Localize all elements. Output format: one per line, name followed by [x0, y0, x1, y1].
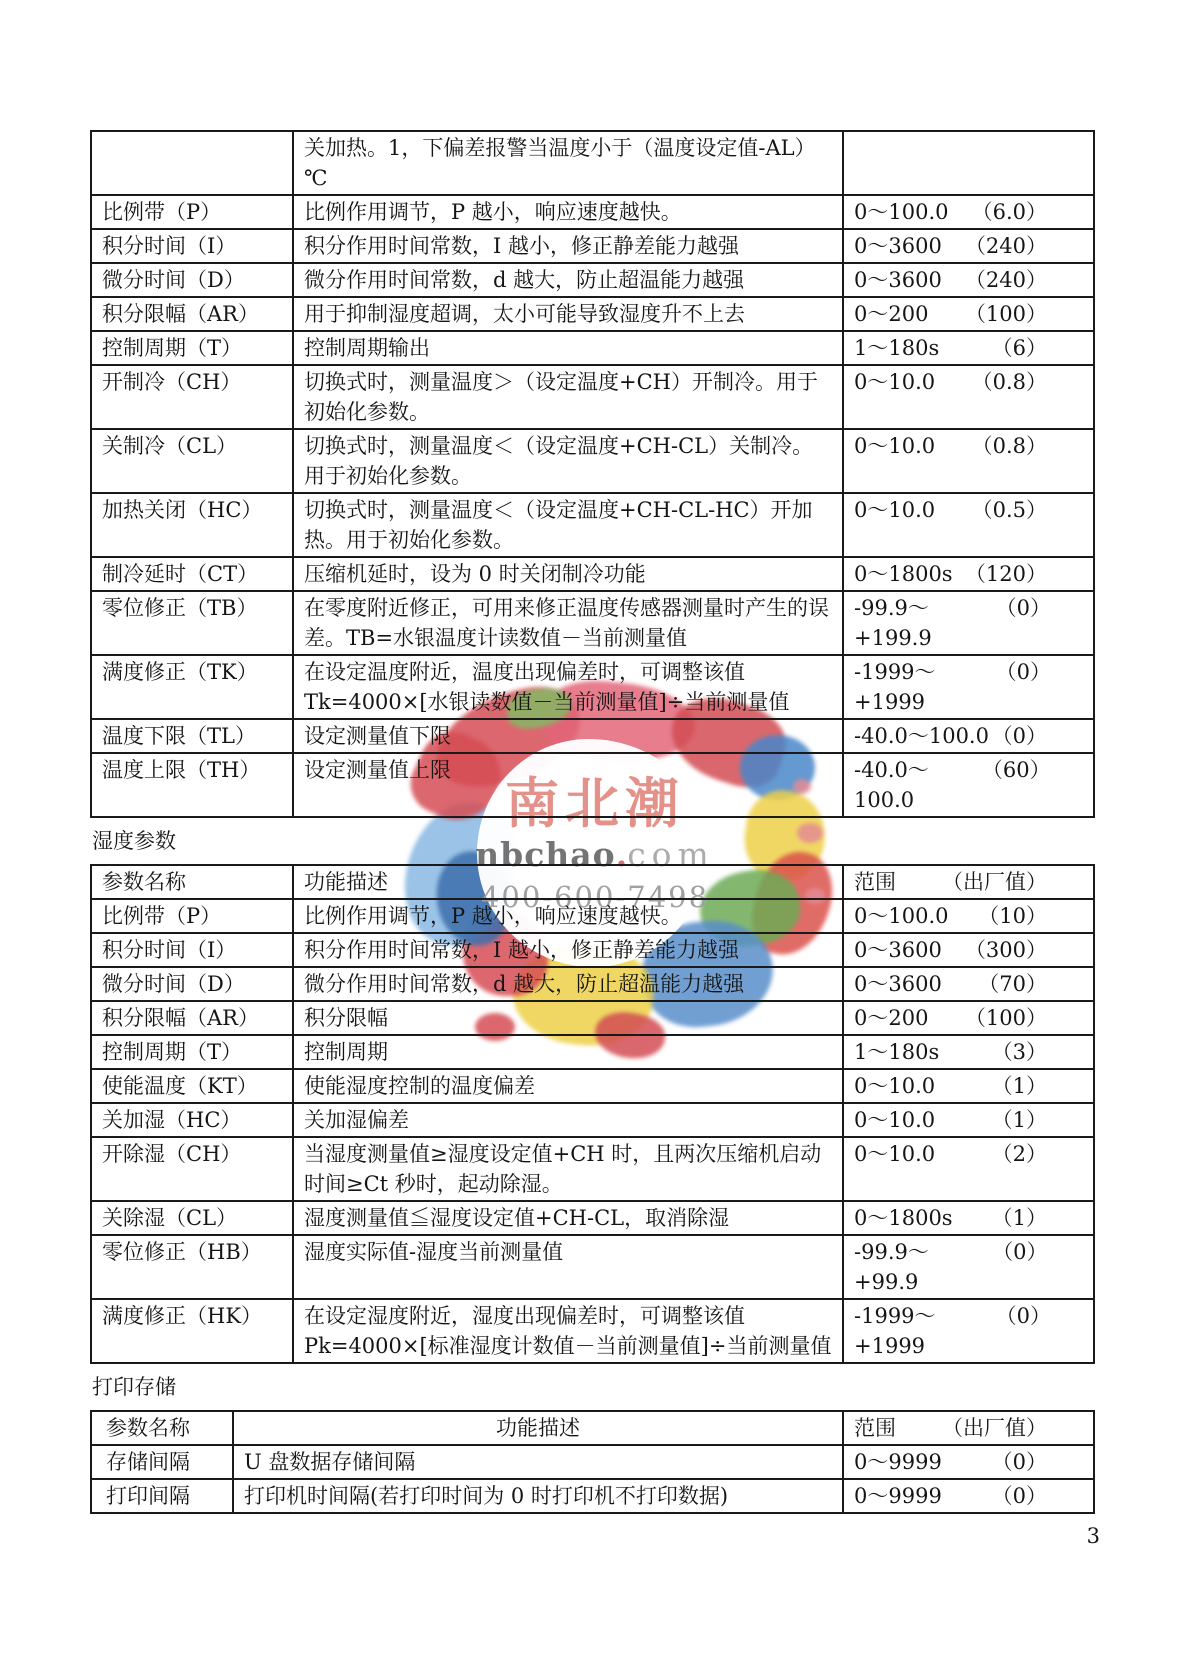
param-desc-cell: 在零度附近修正，可用来修正温度传感器测量时产生的误差。TB=水银温度计读数值－当前测量值	[293, 591, 843, 655]
param-desc-cell: 积分作用时间常数，I 越小，修正静差能力越强	[293, 229, 843, 263]
range-value: 0～3600	[854, 268, 942, 292]
param-range-cell	[843, 967, 1094, 1001]
param-desc-cell: 切换式时，测量温度＞（设定温度+CH）开制冷。用于初始化参数。	[293, 365, 843, 429]
param-desc-cell: 打印机时间隔(若打印时间为 0 时打印机不打印数据)	[233, 1479, 843, 1513]
table-row	[91, 753, 1094, 817]
param-range-cell	[843, 131, 1094, 195]
param-desc-cell: 关加热。1，下偏差报警当温度小于（温度设定值-AL）℃	[293, 131, 843, 195]
table-row	[91, 1445, 1094, 1479]
param-name-cell	[91, 131, 293, 195]
param-name-cell: 积分限幅（AR）	[91, 297, 293, 331]
factory-value: （6）	[991, 336, 1047, 360]
table-row	[91, 131, 1094, 195]
factory-value: （0.8）	[971, 434, 1047, 458]
param-name-cell: 关加湿（HC）	[91, 1103, 293, 1137]
table-row	[91, 493, 1094, 557]
watermark-domain-prefix: nbchao	[475, 835, 616, 874]
param-name-cell: 制冷延时（CT）	[91, 557, 293, 591]
header-param-name: 参数名称	[91, 1411, 233, 1445]
factory-value: （120）	[964, 562, 1047, 586]
param-desc-cell: 湿度测量值≦湿度设定值+CH-CL，取消除湿	[293, 1201, 843, 1235]
factory-value: （0.5）	[971, 498, 1047, 522]
watermark-domain-suffix: com	[627, 835, 715, 874]
watermark-brand-text: 南北潮	[505, 771, 685, 835]
header-range	[843, 1411, 1094, 1445]
range-value: 0～100.0	[854, 904, 949, 928]
factory-value: （60）	[981, 758, 1051, 782]
range-value: 0～100.0	[854, 200, 949, 224]
param-desc-cell: 切换式时，测量温度＜（设定温度+CH-CL-HC）开加热。用于初始化参数。	[293, 493, 843, 557]
param-desc-cell: 设定测量值上限	[293, 753, 843, 817]
table-row	[91, 1235, 1094, 1299]
param-desc-cell: 切换式时，测量温度＜（设定温度+CH-CL）关制冷。用于初始化参数。	[293, 429, 843, 493]
factory-value: （0）	[991, 1484, 1047, 1508]
factory-value: （0）	[991, 1450, 1047, 1474]
param-range-cell	[843, 1035, 1094, 1069]
param-range-cell	[843, 195, 1094, 229]
range-value: -99.9～+99.9	[854, 1240, 929, 1294]
table-row	[91, 557, 1094, 591]
factory-value: （1）	[991, 1108, 1047, 1132]
header-factory-label: （出厂值）	[942, 1416, 1047, 1440]
param-range-cell	[843, 493, 1094, 557]
param-range-cell	[843, 557, 1094, 591]
range-value: -99.9～+199.9	[854, 596, 932, 650]
param-range-cell	[843, 429, 1094, 493]
param-name-cell: 积分限幅（AR）	[91, 1001, 293, 1035]
factory-value: （240）	[964, 268, 1047, 292]
table-row	[91, 899, 1094, 933]
header-param-name: 参数名称	[91, 865, 293, 899]
param-range-cell	[843, 1445, 1094, 1479]
table-row	[91, 967, 1094, 1001]
range-value: 0～3600	[854, 938, 942, 962]
table-row	[91, 1137, 1094, 1201]
param-name-cell: 开制冷（CH）	[91, 365, 293, 429]
factory-value: （0.8）	[971, 370, 1047, 394]
param-range-cell	[843, 297, 1094, 331]
header-factory-label: （出厂值）	[942, 870, 1047, 894]
table-row	[91, 933, 1094, 967]
table-row	[91, 263, 1094, 297]
param-desc-cell: 比例作用调节，P 越小，响应速度越快。	[293, 899, 843, 933]
param-name-cell: 控制周期（T）	[91, 331, 293, 365]
param-name-cell: 比例带（P）	[91, 899, 293, 933]
param-desc-cell: 控制周期	[293, 1035, 843, 1069]
param-range-cell	[843, 1069, 1094, 1103]
range-value: 0～10.0	[854, 1074, 936, 1098]
param-name-cell: 加热关闭（HC）	[91, 493, 293, 557]
range-value: 0～200	[854, 302, 929, 326]
param-name-cell: 温度下限（TL）	[91, 719, 293, 753]
param-range-cell	[843, 331, 1094, 365]
table-row	[91, 1479, 1094, 1513]
range-value: 1～180s	[854, 336, 940, 360]
param-desc-cell: 微分作用时间常数，d 越大，防止超温能力越强	[293, 263, 843, 297]
table-row	[91, 429, 1094, 493]
param-name-cell: 比例带（P）	[91, 195, 293, 229]
param-desc-cell: 在设定湿度附近，湿度出现偏差时，可调整该值Pk=4000×[标准湿度计数值－当前测量值]÷当前测量值	[293, 1299, 843, 1363]
factory-value: （1）	[991, 1206, 1047, 1230]
param-range-cell	[843, 1299, 1094, 1363]
param-range-cell	[843, 753, 1094, 817]
factory-value: （100）	[964, 1006, 1047, 1030]
table-row	[91, 297, 1094, 331]
factory-value: （0）	[995, 660, 1051, 684]
range-value: 0～1800s	[854, 1206, 953, 1230]
watermark-phone-text: 400-600-7498	[480, 880, 710, 914]
table-row	[91, 719, 1094, 753]
table-row	[91, 1069, 1094, 1103]
param-desc-cell: 积分作用时间常数，I 越小，修正静差能力越强	[293, 933, 843, 967]
factory-value: （240）	[964, 234, 1047, 258]
factory-value: （0）	[991, 724, 1047, 748]
range-value: 1～180s	[854, 1040, 940, 1064]
param-desc-cell: 使能湿度控制的温度偏差	[293, 1069, 843, 1103]
param-desc-cell: U 盘数据存储间隔	[233, 1445, 843, 1479]
table-row	[91, 229, 1094, 263]
range-value: -40.0～100.0	[854, 758, 929, 812]
table-row	[91, 195, 1094, 229]
factory-value: （1）	[991, 1074, 1047, 1098]
param-range-cell	[843, 1235, 1094, 1299]
param-name-cell: 开除湿（CH）	[91, 1137, 293, 1201]
param-name-cell: 满度修正（HK）	[91, 1299, 293, 1363]
factory-value: （300）	[964, 938, 1047, 962]
range-value: -1999～+1999	[854, 1304, 936, 1358]
param-name-cell: 关除湿（CL）	[91, 1201, 293, 1235]
param-name-cell: 控制周期（T）	[91, 1035, 293, 1069]
factory-value: （0）	[995, 596, 1051, 620]
range-value: 0～1800s	[854, 562, 953, 586]
param-range-cell	[843, 1001, 1094, 1035]
param-range-cell	[843, 899, 1094, 933]
table-row	[91, 591, 1094, 655]
param-range-cell	[843, 1479, 1094, 1513]
range-value: 0～10.0	[854, 1142, 936, 1166]
param-desc-cell: 用于抑制湿度超调，太小可能导致湿度升不上去	[293, 297, 843, 331]
header-range-label: 范围	[854, 870, 896, 894]
param-name-cell: 微分时间（D）	[91, 967, 293, 1001]
humidity-params-table	[90, 864, 1095, 1364]
param-desc-cell: 比例作用调节，P 越小，响应速度越快。	[293, 195, 843, 229]
table-row	[91, 331, 1094, 365]
table-header-row	[91, 1411, 1094, 1445]
param-desc-cell: 压缩机延时，设为 0 时关闭制冷功能	[293, 557, 843, 591]
header-range	[843, 865, 1094, 899]
range-value: 0～10.0	[854, 1108, 936, 1132]
header-desc: 功能描述	[233, 1411, 843, 1445]
range-value: -1999～+1999	[854, 660, 936, 714]
factory-value: （0）	[992, 1240, 1048, 1264]
param-range-cell	[843, 1201, 1094, 1235]
param-range-cell	[843, 591, 1094, 655]
factory-value: （2）	[991, 1142, 1047, 1166]
factory-value: （100）	[964, 302, 1047, 326]
factory-value: （70）	[978, 972, 1047, 996]
range-value: 0～9999	[854, 1450, 942, 1474]
factory-value: （10）	[978, 904, 1047, 928]
range-value: -40.0～100.0	[854, 724, 989, 748]
param-desc-cell: 在设定温度附近，温度出现偏差时，可调整该值Tk=4000×[水银读数值－当前测量值]÷当前测量值	[293, 655, 843, 719]
param-range-cell	[843, 933, 1094, 967]
param-name-cell: 积分时间（I）	[91, 229, 293, 263]
param-name-cell: 存储间隔	[91, 1445, 233, 1479]
header-range-label: 范围	[854, 1416, 896, 1440]
param-name-cell: 零位修正（TB）	[91, 591, 293, 655]
range-value: 0～9999	[854, 1484, 942, 1508]
param-range-cell	[843, 719, 1094, 753]
param-name-cell: 使能温度（KT）	[91, 1069, 293, 1103]
param-desc-cell: 控制周期输出	[293, 331, 843, 365]
range-value: 0～3600	[854, 234, 942, 258]
param-name-cell: 温度上限（TH）	[91, 753, 293, 817]
param-name-cell: 关制冷（CL）	[91, 429, 293, 493]
table-row	[91, 365, 1094, 429]
print-section-label: 打印存储	[92, 1375, 176, 1399]
param-name-cell: 零位修正（HB）	[91, 1235, 293, 1299]
table-row	[91, 1201, 1094, 1235]
table-row	[91, 1035, 1094, 1069]
factory-value: （6.0）	[971, 200, 1047, 224]
range-value: 0～10.0	[854, 434, 936, 458]
param-range-cell	[843, 655, 1094, 719]
humidity-section-label: 湿度参数	[92, 829, 176, 853]
param-range-cell	[843, 365, 1094, 429]
param-name-cell: 打印间隔	[91, 1479, 233, 1513]
param-desc-cell: 当湿度测量值≥湿度设定值+CH 时，且两次压缩机启动时间≥Ct 秒时，起动除湿。	[293, 1137, 843, 1201]
param-desc-cell: 积分限幅	[293, 1001, 843, 1035]
page-number: 3	[1086, 1524, 1100, 1548]
watermark-domain-dot: .	[615, 835, 628, 874]
param-desc-cell: 设定测量值下限	[293, 719, 843, 753]
param-desc-cell: 微分作用时间常数，d 越大，防止超温能力越强	[293, 967, 843, 1001]
param-desc-cell: 湿度实际值-湿度当前测量值	[293, 1235, 843, 1299]
table-row	[91, 1001, 1094, 1035]
range-value: 0～10.0	[854, 370, 936, 394]
table-row	[91, 1103, 1094, 1137]
param-range-cell	[843, 1137, 1094, 1201]
param-range-cell	[843, 263, 1094, 297]
header-desc: 功能描述	[293, 865, 843, 899]
factory-value: （0）	[995, 1304, 1051, 1328]
temperature-params-table	[90, 130, 1095, 818]
print-storage-table	[90, 1410, 1095, 1514]
table-row	[91, 655, 1094, 719]
table-row	[91, 1299, 1094, 1363]
param-range-cell	[843, 229, 1094, 263]
param-range-cell	[843, 1103, 1094, 1137]
range-value: 0～200	[854, 1006, 929, 1030]
param-desc-cell: 关加湿偏差	[293, 1103, 843, 1137]
param-name-cell: 满度修正（TK）	[91, 655, 293, 719]
param-name-cell: 微分时间（D）	[91, 263, 293, 297]
range-value: 0～3600	[854, 972, 942, 996]
range-value: 0～10.0	[854, 498, 936, 522]
factory-value: （3）	[991, 1040, 1047, 1064]
param-name-cell: 积分时间（I）	[91, 933, 293, 967]
table-header-row	[91, 865, 1094, 899]
